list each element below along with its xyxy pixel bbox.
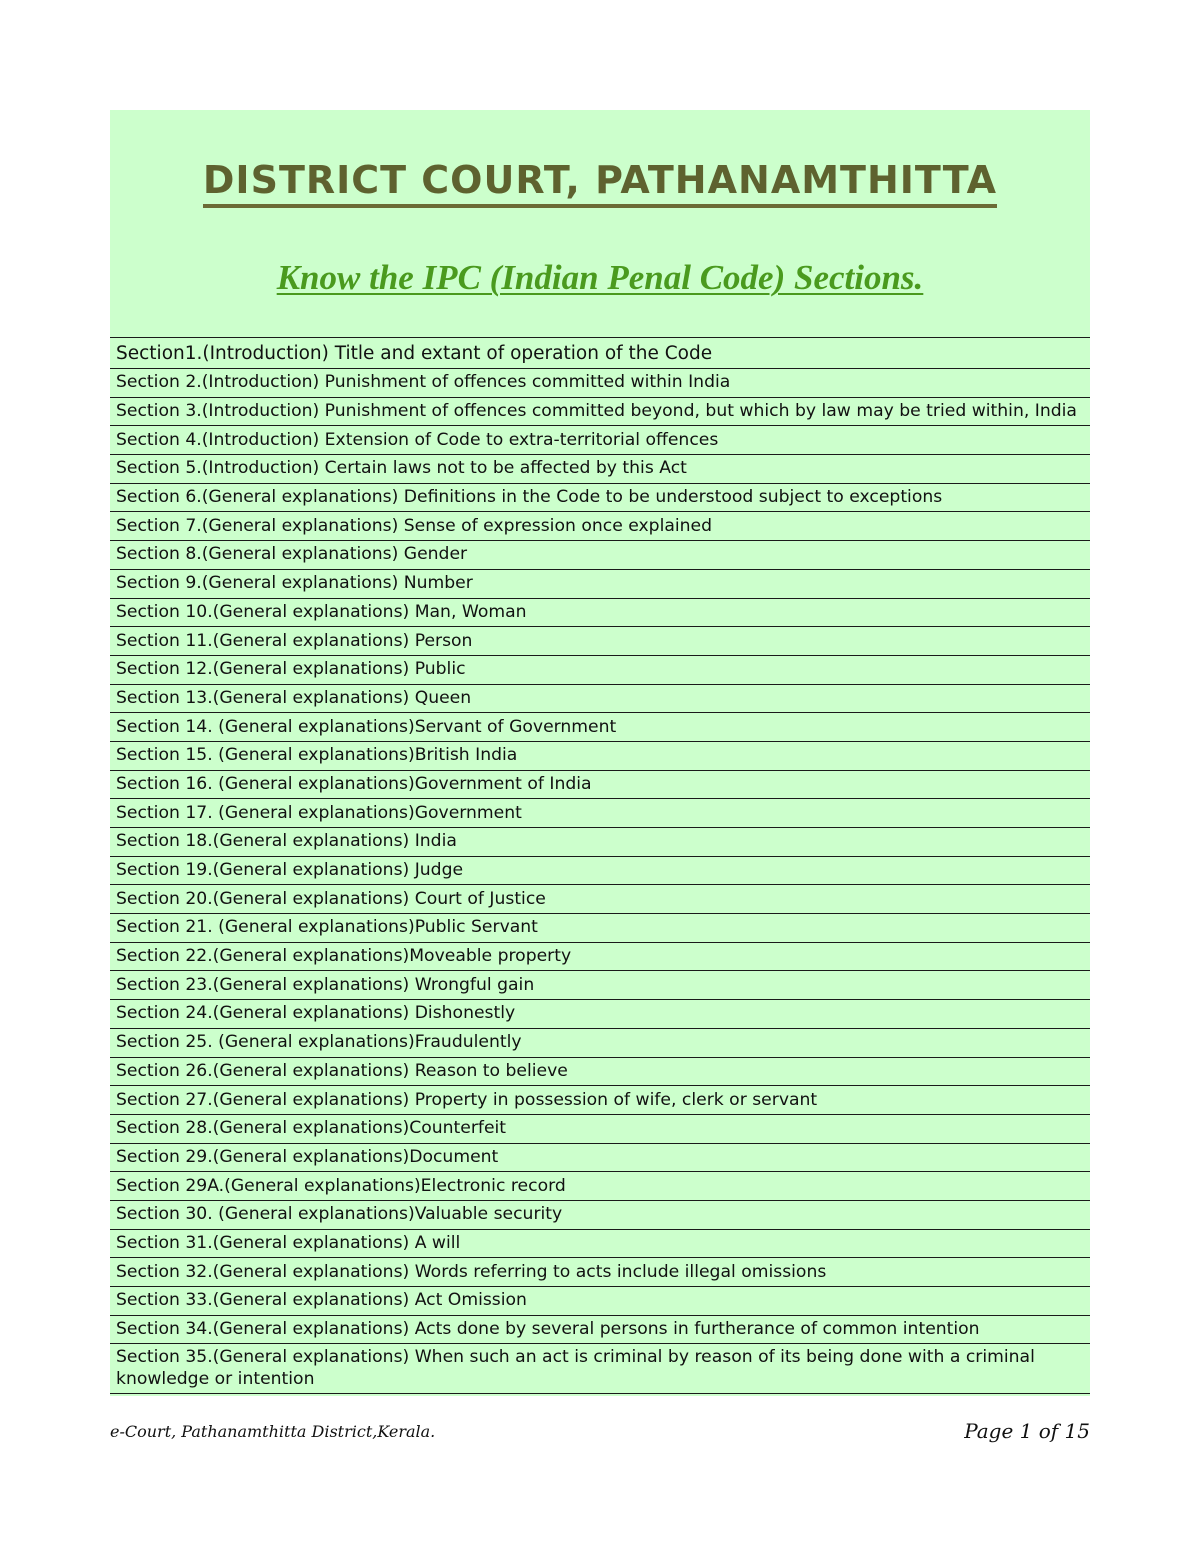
table-row [110, 914, 1090, 943]
page-number: Page 1 of 15 [964, 1419, 1090, 1443]
table-row [110, 1258, 1090, 1287]
table-row [110, 426, 1090, 455]
table-row [110, 1200, 1090, 1229]
section-cell: Section 7.(General explanations) Sense of expression once explained [110, 512, 1090, 541]
table-row [110, 828, 1090, 857]
section-cell: Section 18.(General explanations) India [110, 828, 1090, 857]
section-cell: Section 2.(Introduction) Punishment of offences committed within India [110, 369, 1090, 398]
section-cell: Section 5.(Introduction) Certain laws not to be affected by this Act [110, 455, 1090, 484]
section-cell: Section 32.(General explanations) Words referring to acts include illegal omissions [110, 1258, 1090, 1287]
section-cell: Section 3.(Introduction) Punishment of offences committed beyond, but which by law may be tried within, India [110, 397, 1090, 426]
ipc-sections-table [110, 337, 1090, 1394]
document-header [110, 110, 1090, 337]
table-row [110, 598, 1090, 627]
section-cell: Section 4.(Introduction) Extension of Code to extra-territorial offences [110, 426, 1090, 455]
section-cell: Section 16. (General explanations)Government of India [110, 770, 1090, 799]
page-subtitle [110, 258, 1090, 298]
section-cell: Section 25. (General explanations)Fraudulently [110, 1028, 1090, 1057]
section-cell: Section 31.(General explanations) A will [110, 1229, 1090, 1258]
section-cell: Section 33.(General explanations) Act Omission [110, 1287, 1090, 1316]
table-row [110, 971, 1090, 1000]
table-row [110, 483, 1090, 512]
table-row [110, 1057, 1090, 1086]
table-row [110, 1086, 1090, 1115]
footer-organization: e-Court, Pathanamthitta District,Kerala. [110, 1422, 436, 1441]
section-cell: Section 29.(General explanations)Document [110, 1143, 1090, 1172]
section-cell: Section 19.(General explanations) Judge [110, 856, 1090, 885]
section-cell: Section 6.(General explanations) Definitions in the Code to be understood subject to exceptions [110, 483, 1090, 512]
table-row [110, 569, 1090, 598]
section-cell: Section 9.(General explanations) Number [110, 569, 1090, 598]
table-row [110, 1172, 1090, 1201]
table-row [110, 541, 1090, 570]
section-cell: Section 29A.(General explanations)Electronic record [110, 1172, 1090, 1201]
section-cell: Section 14. (General explanations)Servant of Government [110, 713, 1090, 742]
table-row [110, 627, 1090, 656]
section-cell: Section1.(Introduction) Title and extant of operation of the Code [110, 338, 1090, 369]
table-row [110, 397, 1090, 426]
table-row [110, 455, 1090, 484]
section-cell: Section 17. (General explanations)Government [110, 799, 1090, 828]
section-cell: Section 13.(General explanations) Queen [110, 684, 1090, 713]
section-cell: Section 24.(General explanations) Dishonestly [110, 1000, 1090, 1029]
page-title [110, 158, 1090, 202]
ipc-sections-body [110, 338, 1090, 1394]
table-row [110, 1229, 1090, 1258]
section-cell: Section 35.(General explanations) When such an act is criminal by reason of its being done with a criminal knowledge or intention [110, 1344, 1090, 1394]
section-cell: Section 22.(General explanations)Moveable property [110, 942, 1090, 971]
table-row [110, 655, 1090, 684]
table-row [110, 713, 1090, 742]
section-cell: Section 34.(General explanations) Acts done by several persons in furtherance of common intention [110, 1315, 1090, 1344]
section-cell: Section 11.(General explanations) Person [110, 627, 1090, 656]
section-cell: Section 21. (General explanations)Public Servant [110, 914, 1090, 943]
table-row [110, 684, 1090, 713]
table-row [110, 512, 1090, 541]
table-row [110, 741, 1090, 770]
section-cell: Section 28.(General explanations)Counterfeit [110, 1114, 1090, 1143]
table-row [110, 885, 1090, 914]
section-cell: Section 12.(General explanations) Public [110, 655, 1090, 684]
section-cell: Section 27.(General explanations) Property in possession of wife, clerk or servant [110, 1086, 1090, 1115]
section-cell: Section 15. (General explanations)British India [110, 741, 1090, 770]
document-panel [110, 110, 1090, 1396]
table-row [110, 856, 1090, 885]
page-subtitle-text: Know the IPC (Indian Penal Code) Sections. [276, 258, 924, 297]
section-cell: Section 10.(General explanations) Man, Woman [110, 598, 1090, 627]
table-row [110, 338, 1090, 369]
section-cell: Section 26.(General explanations) Reason to believe [110, 1057, 1090, 1086]
section-cell: Section 23.(General explanations) Wrongful gain [110, 971, 1090, 1000]
section-cell: Section 8.(General explanations) Gender [110, 541, 1090, 570]
table-row [110, 942, 1090, 971]
table-row [110, 1287, 1090, 1316]
table-row [110, 1000, 1090, 1029]
table-row [110, 799, 1090, 828]
section-cell: Section 30. (General explanations)Valuable security [110, 1200, 1090, 1229]
page-title-text: DISTRICT COURT, PATHANAMTHITTA [203, 158, 997, 208]
table-row [110, 1028, 1090, 1057]
table-row [110, 1344, 1090, 1394]
table-row [110, 1143, 1090, 1172]
table-row [110, 770, 1090, 799]
section-cell: Section 20.(General explanations) Court of Justice [110, 885, 1090, 914]
table-row [110, 1315, 1090, 1344]
table-row [110, 1114, 1090, 1143]
table-row [110, 369, 1090, 398]
